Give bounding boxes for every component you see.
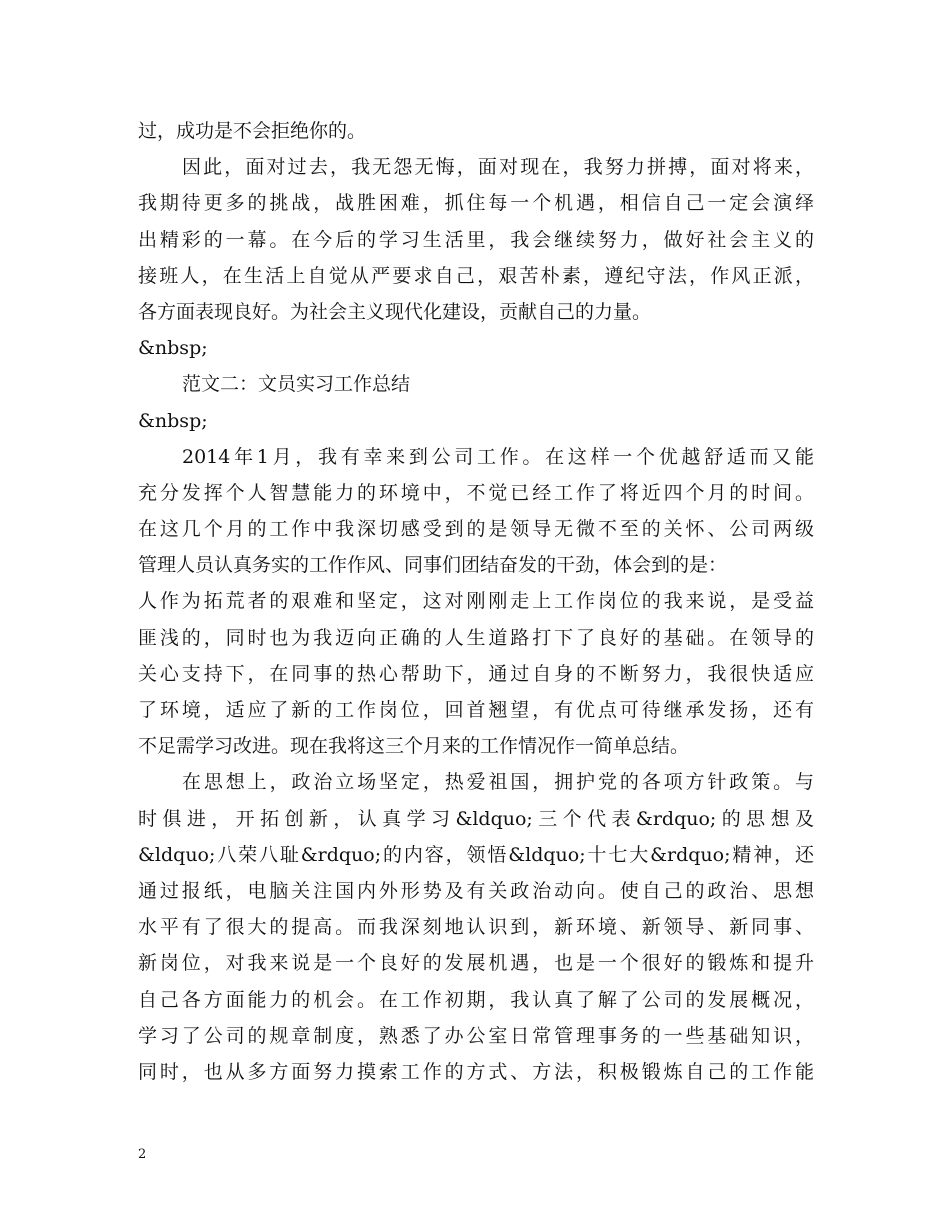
- text-line: &ldquo;八荣八耻&rdquo;的内容，领悟&ldquo;十七大&rdquo;精神，还: [138, 843, 814, 866]
- text-line: 了环境，适应了新的工作岗位，回首翘望，有优点可待继承发扬，还有: [138, 699, 814, 721]
- section-heading: 范文二：文员实习工作总结: [182, 373, 411, 396]
- document-body: [138, 113, 814, 1090]
- page-number: 2: [138, 1147, 147, 1162]
- text-line: 在思想上，政治立场坚定，热爱祖国，拥护党的各项方针政策。与: [182, 771, 814, 794]
- text-line: &nbsp;: [138, 409, 208, 432]
- text-line: &nbsp;: [138, 337, 208, 360]
- text-line: 自己各方面能力的机会。在工作初期，我认真了解了公司的发展概况，: [138, 988, 814, 1011]
- text-line: 因此，面对过去，我无怨无悔，面对现在，我努力拼搏，面对将来，: [182, 156, 814, 179]
- text-line: 人作为拓荒者的艰难和坚定，这对刚刚走上工作岗位的我来说，是受益: [138, 590, 814, 613]
- text-line: 各方面表现良好。为社会主义现代化建设，贡献自己的力量。: [138, 300, 652, 323]
- text-line: 接班人，在生活上自觉从严要求自己，艰苦朴素，遵纪守法，作风正派，: [138, 264, 814, 287]
- text-line: 不足需学习改进。现在我将这三个月来的工作情况作一简单总结。: [138, 735, 690, 758]
- text-line: 学习了公司的规章制度，熟悉了办公室日常管理事务的一些基础知识，: [138, 1024, 814, 1047]
- text-line: 关心支持下，在同事的热心帮助下，通过自身的不断努力，我很快适应: [138, 662, 814, 685]
- text-line: 在这几个月的工作中我深切感受到的是领导无微不至的关怀、公司两级: [138, 518, 814, 541]
- text-line: 通过报纸，电脑关注国内外形势及有关政治动向。使自己的政治、思想: [138, 879, 814, 902]
- text-line: 管理人员认真务实的工作作风、同事们团结奋发的干劲，体会到的是：: [138, 554, 728, 577]
- text-line: 出精彩的一幕。在今后的学习生活里，我会继续努力，做好社会主义的: [138, 228, 814, 251]
- text-line: 匪浅的，同时也为我迈向正确的人生道路打下了良好的基础。在领导的: [138, 626, 814, 649]
- text-line: 充分发挥个人智慧能力的环境中，不觉已经工作了将近四个月的时间。: [138, 481, 814, 504]
- text-line: 我期待更多的挑战，战胜困难，抓住每一个机遇，相信自己一定会演绎: [138, 192, 814, 215]
- text-line: 过，成功是不会拒绝你的。: [138, 120, 367, 142]
- text-line: 同时，也从多方面努力摸索工作的方式、方法，积极锻炼自己的工作能: [138, 1060, 814, 1083]
- text-line: 2014年1月，我有幸来到公司工作。在这样一个优越舒适而又能: [182, 445, 814, 468]
- text-line: 水平有了很大的提高。而我深刻地认识到，新环境、新领导、新同事、: [138, 916, 814, 939]
- text-line: 时俱进，开拓创新，认真学习&ldquo;三个代表&rdquo;的思想及: [138, 807, 814, 830]
- text-line: 新岗位，对我来说是一个良好的发展机遇，也是一个很好的锻炼和提升: [138, 952, 814, 975]
